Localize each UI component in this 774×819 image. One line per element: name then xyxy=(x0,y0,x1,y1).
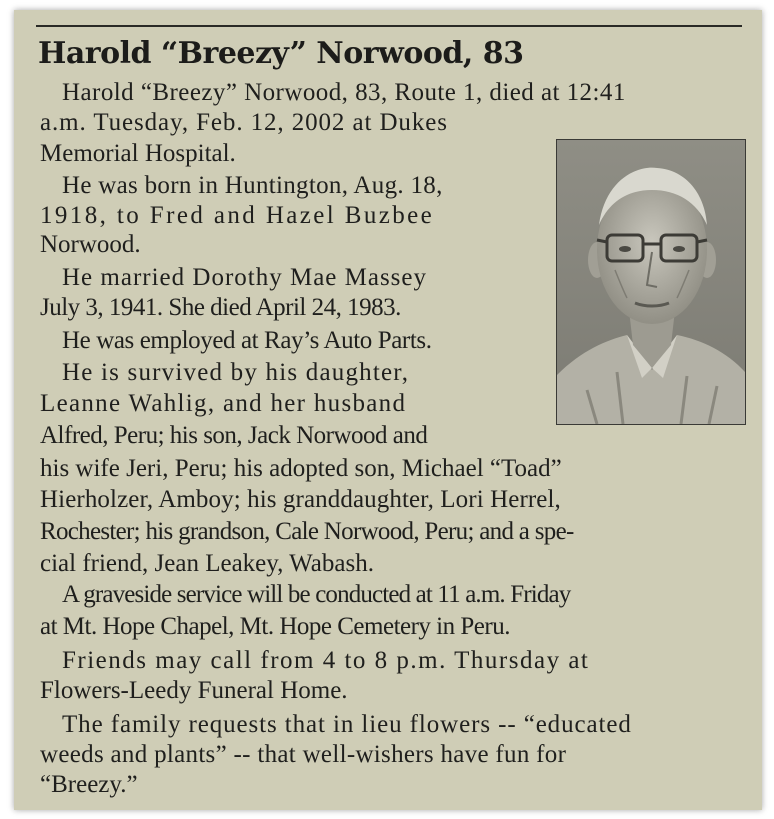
obituary-line: a.m. Tuesday, Feb. 12, 2002 at Dukes xyxy=(40,109,448,136)
obituary-line: Hierholzer, Amboy; his granddaughter, Lori Herrel, xyxy=(40,486,561,513)
obituary-line: cial friend, Jean Leakey, Wabash. xyxy=(40,550,374,577)
portrait-photo xyxy=(556,139,746,425)
obituary-line: Flowers-Leedy Funeral Home. xyxy=(40,677,348,704)
portrait-photo-image xyxy=(557,140,745,424)
obituary-line: “Breezy.” xyxy=(40,771,138,798)
obituary-line: He was born in Huntington, Aug. 18, xyxy=(62,172,443,199)
obituary-line: weeds and plants” -- that well-wishers have fun for xyxy=(40,741,567,768)
top-rule xyxy=(36,25,742,27)
obituary-line: A graveside service will be conducted at 11 a.m. Friday xyxy=(62,581,571,608)
obituary-line: July 3, 1941. She died April 24, 1983. xyxy=(40,294,401,321)
obituary-headline: Harold “Breezy” Norwood, 83 xyxy=(38,36,524,71)
obituary-line: Norwood. xyxy=(40,231,141,258)
obituary-line: Memorial Hospital. xyxy=(40,140,236,167)
obituary-line: He married Dorothy Mae Massey xyxy=(62,264,428,291)
newspaper-clipping xyxy=(14,10,762,810)
obituary-line: Harold “Breezy” Norwood, 83, Route 1, died at 12:41 xyxy=(62,79,626,106)
obituary-line: Friends may call from 4 to 8 p.m. Thursday at xyxy=(62,647,590,674)
obituary-line: He is survived by his daughter, xyxy=(62,359,410,386)
obituary-line: at Mt. Hope Chapel, Mt. Hope Cemetery in Peru. xyxy=(40,613,510,640)
obituary-line: He was employed at Ray’s Auto Parts. xyxy=(62,327,432,354)
obituary-line: The family requests that in lieu flowers -- “educated xyxy=(62,711,632,738)
obituary-line: 1918, to Fred and Hazel Buzbee xyxy=(40,202,435,229)
obituary-line: Alfred, Peru; his son, Jack Norwood and xyxy=(40,422,428,449)
obituary-line: Leanne Wahlig, and her husband xyxy=(40,390,407,417)
obituary-line: Rochester; his grandson, Cale Norwood, Peru; and a spe- xyxy=(40,518,574,545)
obituary-line: his wife Jeri, Peru; his adopted son, Michael “Toad” xyxy=(40,455,562,482)
